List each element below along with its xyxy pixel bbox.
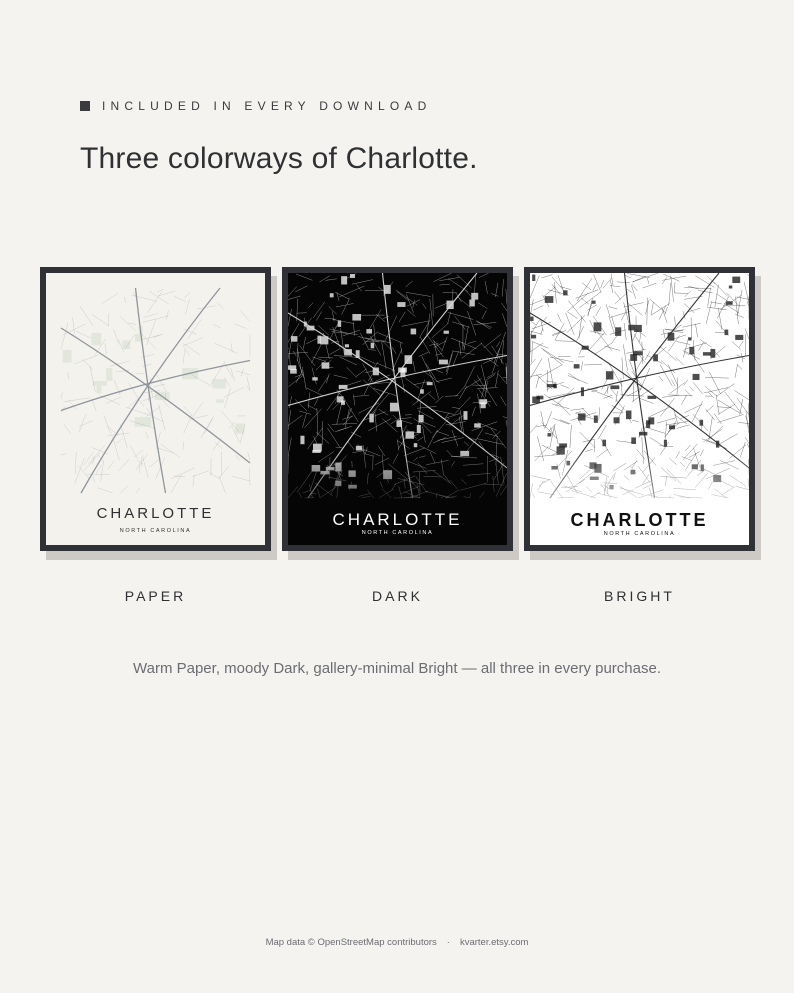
variant-label-bright: BRIGHT [604,588,675,604]
footer-separator: · [446,937,450,948]
frame [524,267,755,551]
poster-bright [530,273,749,545]
poster-paper [46,273,265,545]
caption: Warm Paper, moody Dark, gallery-minimal Bright — all three in every purchase. [133,660,661,677]
variant-label-dark: DARK [372,588,423,604]
map-dark [288,273,507,545]
poster-state-name: NORTH CAROLINA [603,531,676,537]
frame [282,267,513,551]
poster-city-name: CHARLOTTE [96,505,215,522]
eyebrow [80,99,431,113]
poster-city-name: CHARLOTTE [570,510,709,530]
eyebrow-square-icon [80,101,90,111]
variant-label-paper: PAPER [124,588,187,604]
footer-shop-link[interactable]: kvarter.etsy.com [459,937,529,948]
footer [0,937,794,948]
poster-state-name: NORTH CAROLINA [361,530,434,536]
poster-state-name: NORTH CAROLINA [119,528,192,534]
page-title: Three colorways of Charlotte. [80,142,478,175]
poster-frame-bright[interactable] [524,267,755,551]
poster-dark [288,273,507,545]
eyebrow-text: INCLUDED IN EVERY DOWNLOAD [102,99,432,113]
footer-attribution: Map data © OpenStreetMap contributors [265,937,437,948]
frame [40,267,271,551]
map-bright [530,273,749,545]
poster-city-name: CHARLOTTE [332,510,463,529]
poster-frame-paper[interactable] [40,267,271,551]
poster-frame-dark[interactable] [282,267,513,551]
